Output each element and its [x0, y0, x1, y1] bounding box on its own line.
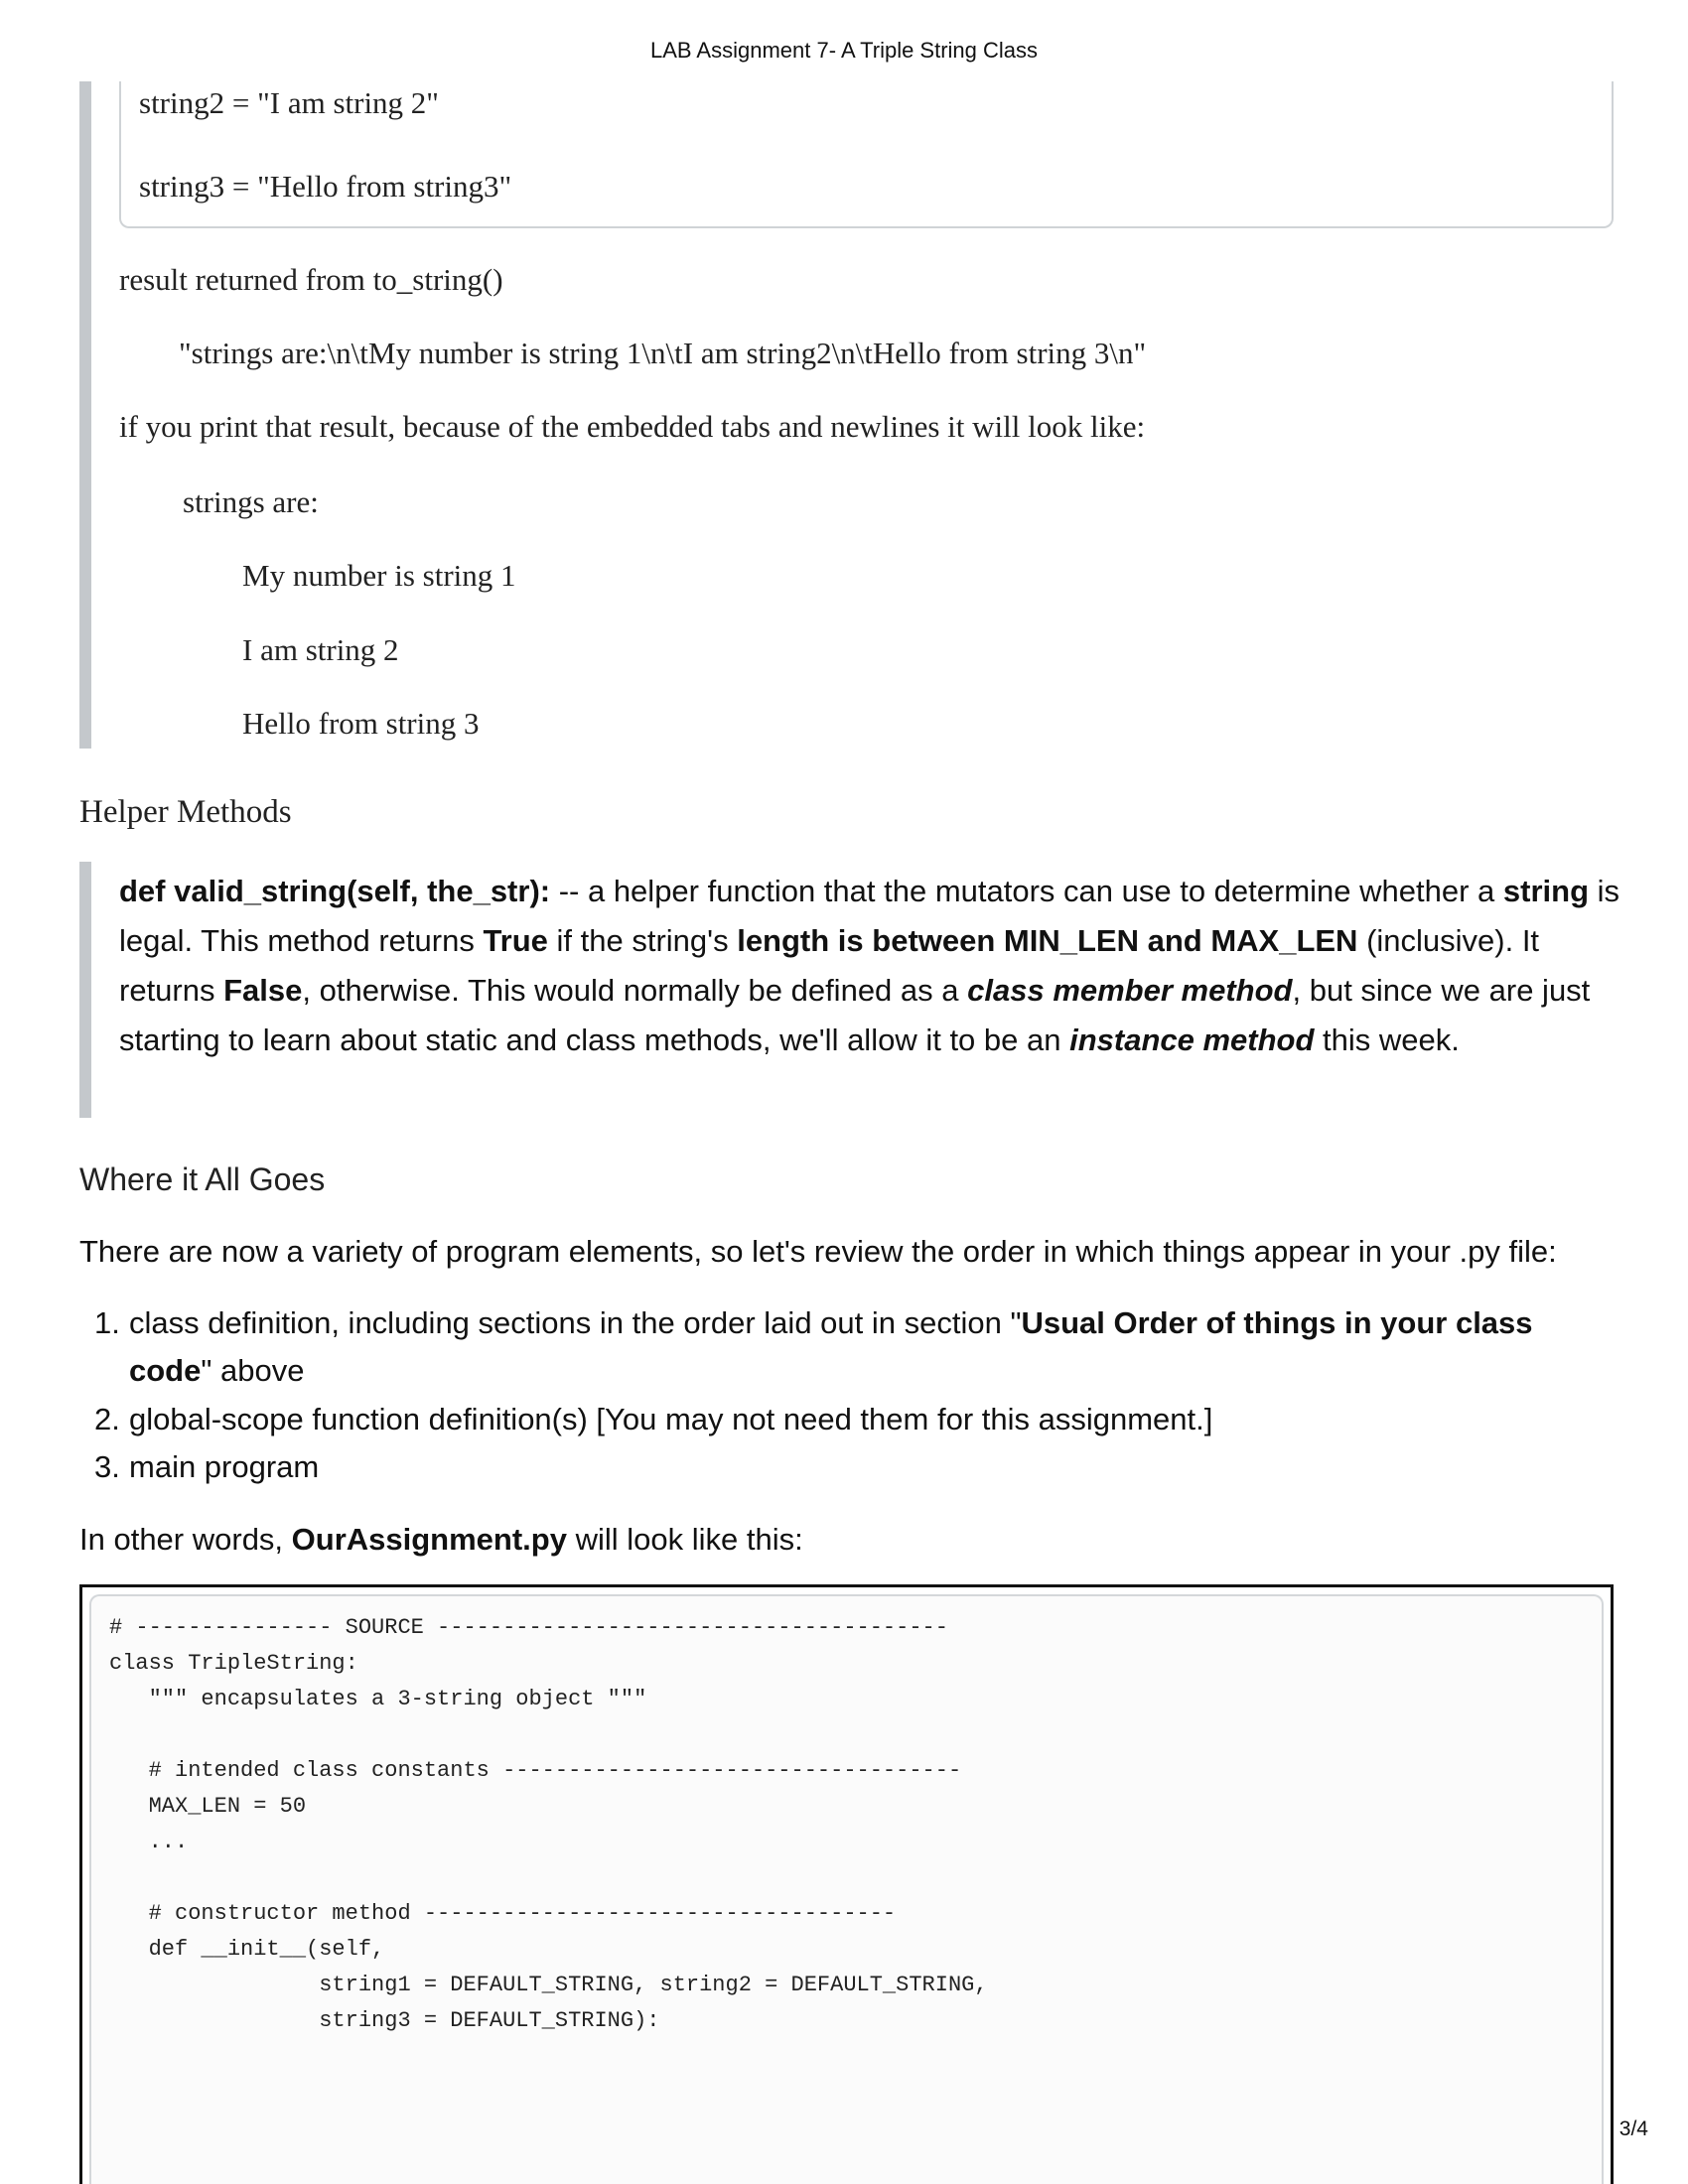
output-heading: strings are:	[183, 484, 319, 519]
list-text: " above	[201, 1353, 305, 1388]
output-line-3: Hello from string 3	[242, 706, 480, 741]
list-item-3: main program	[129, 1449, 320, 1484]
code-line: """ encapsulates a 3-string object """	[109, 1687, 647, 1711]
code-line	[109, 1860, 988, 1896]
helper-paragraph	[119, 867, 1628, 1065]
helper-bold: False	[223, 973, 303, 1008]
helper-text: , otherwise. This would normally be defined as a	[302, 973, 968, 1008]
helper-text: is legal. This method returns	[119, 874, 1620, 958]
blockquote-bar	[79, 81, 91, 749]
blockquote-bar	[79, 862, 91, 1118]
helper-text: , but since we are just starting to learn about static and class methods, we'll allow it to be an	[119, 973, 1591, 1057]
helper-bold-italic: instance method	[1069, 1023, 1315, 1057]
code-line: def __init__(self,	[109, 1937, 385, 1962]
code-line: string3 = DEFAULT_STRING):	[109, 2008, 660, 2033]
helper-text: this week.	[1314, 1023, 1460, 1057]
result-value: "strings are:\n\tMy number is string 1\n\tI am string2\n\tHello from string 3\n"	[179, 336, 1147, 370]
string2-line: string2 = "I am string 2"	[139, 85, 439, 120]
helper-text: -- a helper function that the mutators can use to determine whether a	[550, 874, 1503, 908]
output-line-2: I am string 2	[242, 632, 399, 667]
text: will look like this:	[566, 1522, 803, 1557]
helper-bold: string	[1502, 874, 1590, 908]
method-signature: def valid_string(self, the_str):	[119, 874, 551, 908]
helper-bold-italic: class member method	[967, 973, 1293, 1008]
list-item-2: global-scope function definition(s) [You may not need them for this assignment.]	[129, 1402, 1213, 1436]
list-number: 2.	[94, 1402, 120, 1436]
helper-bold: length is between MIN_LEN and MAX_LEN	[737, 923, 1358, 958]
page-header: LAB Assignment 7- A Triple String Class	[649, 38, 1039, 63]
result-label: result returned from to_string()	[119, 262, 503, 297]
code-line: ...	[109, 1830, 189, 1854]
code-line: MAX_LEN = 50	[109, 1794, 307, 1819]
page-number: 3/4	[1618, 2117, 1648, 2140]
other-words-line	[79, 1515, 803, 1565]
text: In other words,	[79, 1522, 292, 1557]
where-intro: There are now a variety of program elements, so let's review the order in which things appear in your .py file:	[79, 1234, 1557, 1269]
helper-bold: True	[483, 923, 548, 958]
code-line	[109, 1717, 988, 1753]
where-title: Where it All Goes	[79, 1161, 326, 1197]
list-number: 3.	[94, 1449, 120, 1484]
output-line-1: My number is string 1	[242, 558, 516, 593]
code-line: # intended class constants -----------------------------------	[109, 1758, 962, 1783]
helper-methods-title: Helper Methods	[79, 794, 292, 830]
list-item-1	[129, 1299, 1618, 1395]
string3-line: string3 = "Hello from string3"	[139, 169, 512, 204]
code-line: # constructor method ------------------------------------	[109, 1901, 897, 1926]
list-bold: Usual Order of things in your class code	[129, 1305, 1533, 1388]
print-note: if you print that result, because of the embedded tabs and newlines it will look like:	[119, 409, 1146, 444]
filename: OurAssignment.py	[291, 1522, 567, 1557]
code-listing	[109, 1610, 988, 2039]
code-line: # --------------- SOURCE ---------------------------------------	[109, 1615, 948, 1640]
helper-text: (inclusive). It returns	[119, 923, 1540, 1008]
code-line: string1 = DEFAULT_STRING, string2 = DEFAULT_STRING,	[109, 1973, 988, 1997]
list-number: 1.	[94, 1305, 120, 1340]
list-text: class definition, including sections in the order laid out in section "	[129, 1305, 1022, 1340]
helper-text: if the string's	[547, 923, 738, 958]
code-line: class TripleString:	[109, 1651, 358, 1676]
